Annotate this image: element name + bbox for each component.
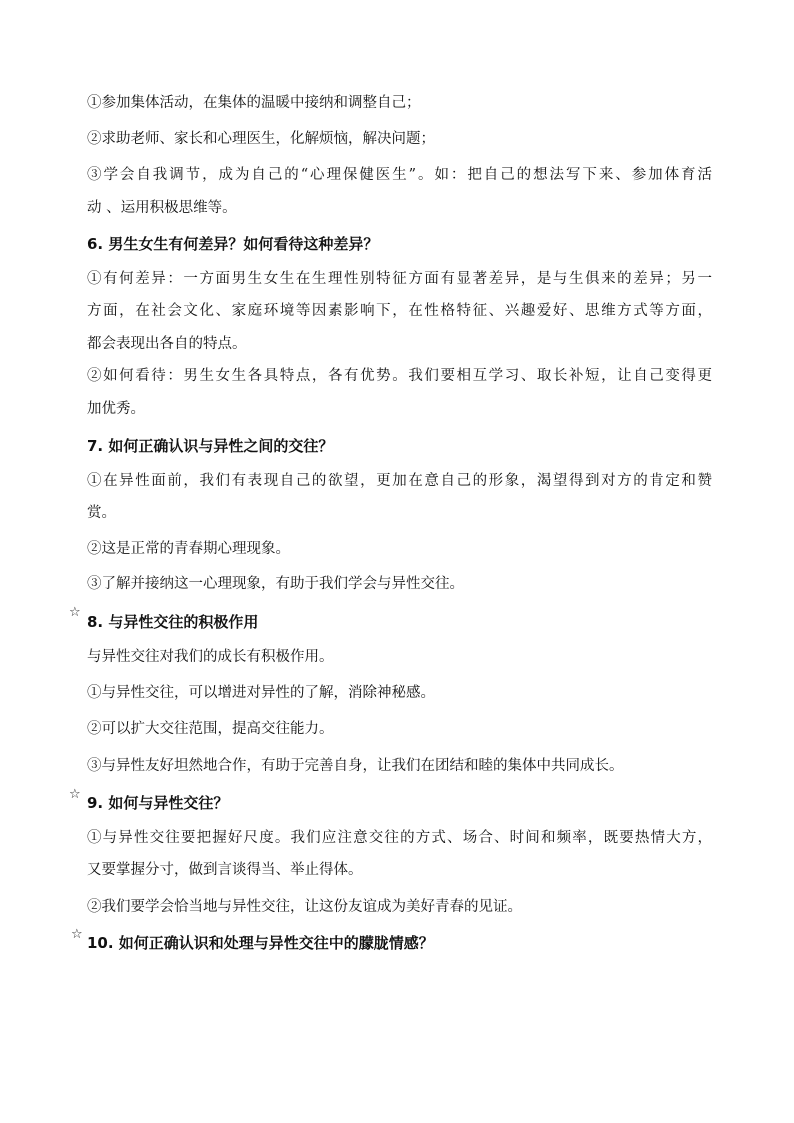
star-icon-s10: ☆ [71,927,83,942]
s6-line-2a: ②如何看待：男生女生各具特点，各有优势。我们要相互学习、取长补短，让自己变得更 [87,368,712,384]
s5-line-1: ①参加集体活动，在集体的温暖中接纳和调整自己； [87,95,421,111]
s9-line-1a: ①与异性交往要把握好尺度。我们应注意交往的方式、场合、时间和频率，既要热情大方， [87,830,712,846]
s5-line-3a: ③学会自我调节，成为自己的“心理保健医生”。如：把自己的想法写下来、参加体育活 [87,167,712,183]
s8-line-3: ③与异性友好坦然地合作，有助于完善自身，让我们在团结和睦的集体中共同成长。 [87,758,624,774]
s6-line-1a: ①有何差异：一方面男生女生在生理性别特征方面有显著差异，是与生俱来的差异；另一 [87,271,712,287]
s7-line-3: ③了解并接纳这一心理现象，有助于我们学会与异性交往。 [87,576,464,592]
s9-line-2: ②我们要学会恰当地与异性交往，让这份友谊成为美好青春的见证。 [87,899,522,915]
s8-line-1: ①与异性交往，可以增进对异性的了解，消除神秘感。 [87,685,435,701]
s5-line-2: ②求助老师、家长和心理医生，化解烦恼，解决问题； [87,131,435,147]
s9-heading: 9. 如何与异性交往？ [87,794,229,812]
s6-line-1c: 都会表现出各自的特点。 [87,336,247,352]
star-icon-s8: ☆ [69,605,81,620]
s7-line-1a: ①在异性面前，我们有表现自己的欲望，更加在意自己的形象，渴望得到对方的肯定和赞 [87,473,712,489]
star-icon-s9: ☆ [69,787,81,802]
s7-heading: 7. 如何正确认识与异性之间的交往？ [87,437,334,455]
s6-heading: 6. 男生女生有何差异？如何看待这种差异？ [87,235,379,253]
s8-line-2: ②可以扩大交往范围，提高交往能力。 [87,721,334,737]
s7-line-1b: 赏。 [87,505,116,521]
s7-line-2: ②这是正常的青春期心理现象。 [87,541,290,557]
s9-line-1b: 又要掌握分寸，做到言谈得当、举止得体。 [87,862,363,878]
s5-line-3b: 动 、运用积极思维等。 [87,200,237,216]
s8-heading: 8. 与异性交往的积极作用 [87,613,259,631]
s6-line-2b: 加优秀。 [87,401,145,417]
s6-line-1b: 方面，在社会文化、家庭环境等因素影响下，在性格特征、兴趣爱好、思维方式等方面， [87,303,712,319]
s8-intro: 与异性交往对我们的成长有积极作用。 [87,649,334,665]
s10-heading: 10. 如何正确认识和处理与异性交往中的朦胧情感？ [87,934,434,952]
